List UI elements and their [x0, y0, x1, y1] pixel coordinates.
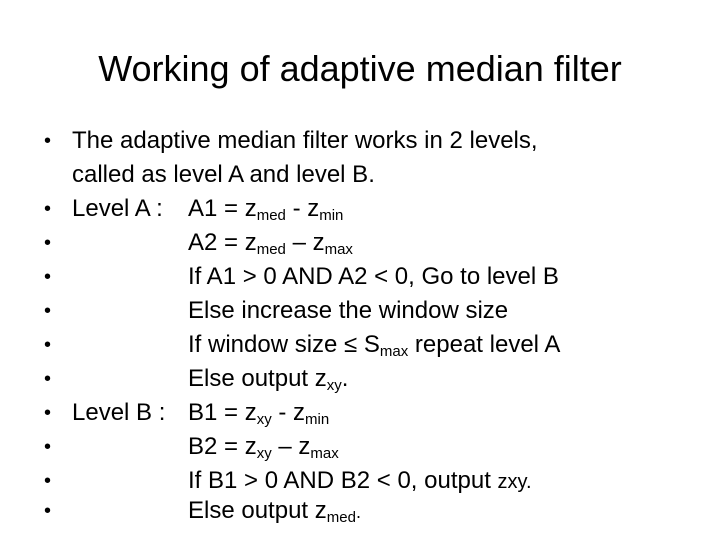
- bullet-intro: [0, 124, 720, 192]
- b1-formula: $B1 = z_{xy} - z_{min}$: [188, 399, 330, 428]
- bullet-dot: •: [44, 436, 52, 458]
- a2-formula: $A2 = z_{med} - z_{max}$: [188, 229, 353, 258]
- bullet-b2: [0, 430, 720, 464]
- bullet-dot: •: [44, 130, 52, 152]
- a1-formula: $A1 = z_{med} - z_{min}$: [188, 195, 344, 224]
- b-output-text: Else output $z_{med}$.: [188, 497, 361, 526]
- bullet-a-output: [0, 362, 720, 396]
- bullet-dot: •: [44, 266, 52, 288]
- bullet-dot: •: [44, 198, 52, 220]
- a-else-text: Else increase the window size: [188, 297, 509, 324]
- bullet-b-condition: [0, 464, 720, 498]
- bullet-dot: •: [44, 232, 52, 254]
- a-window-text: If window size ≤ $S_{max}$ repeat level A: [188, 331, 561, 360]
- bullet-dot: •: [44, 470, 52, 492]
- b2-formula: $B2 = z_{xy} - z_{max}$: [188, 433, 339, 462]
- bullet-a-window: [0, 328, 720, 362]
- bullet-a-condition: [0, 260, 720, 294]
- bullet-b-output: [0, 494, 720, 528]
- bullet-level-b-b1: [0, 396, 720, 430]
- bullet-level-a-a1: [0, 192, 720, 226]
- bullet-dot: •: [44, 402, 52, 424]
- intro-text-line1: The adaptive median filter works in 2 levels,: [72, 127, 538, 154]
- bullet-dot: •: [44, 368, 52, 390]
- slide-title: Working of adaptive median filter: [98, 48, 622, 89]
- bullet-dot: •: [44, 300, 52, 322]
- b-condition-text: If B1 > 0 AND B2 < 0, output zxy.: [188, 467, 532, 494]
- level-b-label: Level B :: [72, 399, 166, 426]
- bullet-dot: •: [44, 500, 52, 522]
- a-condition-text: If A1 > 0 AND A2 < 0, Go to level B: [188, 263, 559, 290]
- bullet-a2: [0, 226, 720, 260]
- level-a-label: Level A :: [72, 195, 163, 222]
- intro-text-line2: called as level A and level B.: [72, 161, 375, 188]
- a-output-text: Else output $z_{xy}$.: [188, 365, 349, 394]
- bullet-a-else: [0, 294, 720, 328]
- bullet-dot: •: [44, 334, 52, 356]
